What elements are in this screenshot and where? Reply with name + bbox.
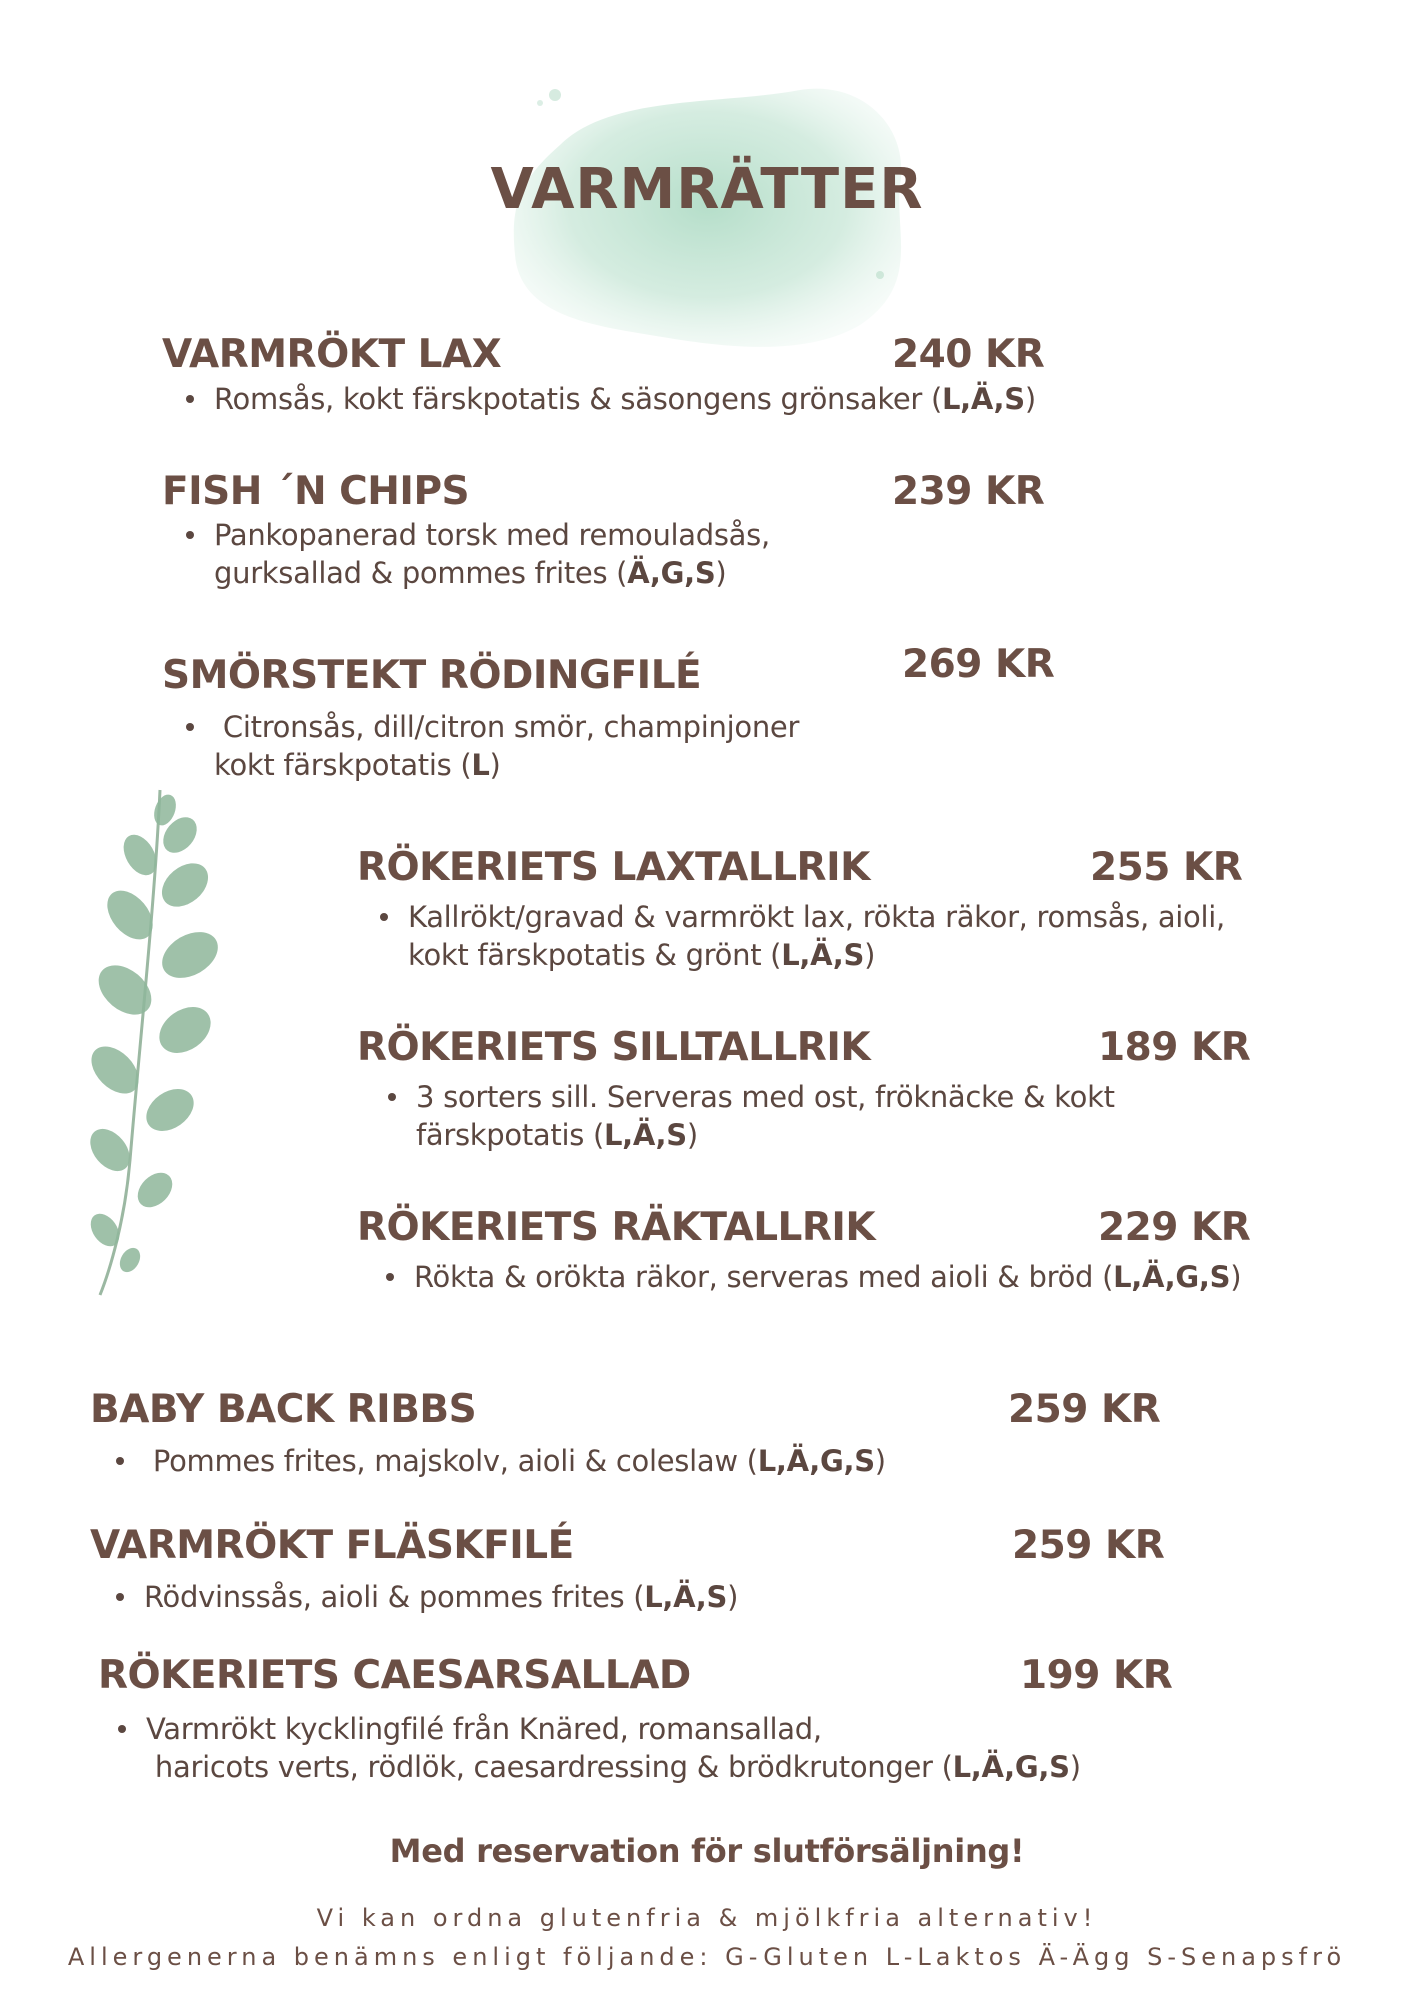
dish-price: 239 KR [892, 469, 1045, 514]
allergen-legend: Allergenerna benämns enligt följande: G-Gluten L-Laktos Ä-Ägg S-Senapsfrö [67, 1943, 1347, 1971]
dish-description-line: Kallrökt/gravad & varmrökt lax, rökta räkor, romsås, aioli, kokt färskpotatis & grönt (L,Ä,S) [374, 898, 1225, 974]
dish-description [110, 1578, 738, 1616]
page-title: VARMRÄTTER [490, 157, 924, 222]
dish-description [380, 1258, 1241, 1296]
dish-price: 189 KR [1098, 1025, 1251, 1070]
dish-description-line: Rökta & orökta räkor, serveras med aioli & bröd (L,Ä,G,S) [380, 1258, 1241, 1296]
dish-name: RÖKERIETS CAESARSALLAD [98, 1653, 691, 1698]
dish-description [180, 516, 770, 592]
dish-description-line: Rödvinssås, aioli & pommes frites (L,Ä,S) [110, 1578, 738, 1616]
dish-description [112, 1710, 1081, 1786]
dish-description-line: 3 sorters sill. Serveras med ost, fröknäcke & kokt färskpotatis (L,Ä,S) [382, 1078, 1115, 1154]
dish-name: VARMRÖKT LAX [162, 332, 502, 377]
dish-name: VARMRÖKT FLÄSKFILÉ [90, 1523, 574, 1568]
dish-description-line: Romsås, kokt färskpotatis & säsongens grönsaker (L,Ä,S) [180, 380, 1036, 418]
dish-description-line: Pommes frites, majskolv, aioli & coleslaw (L,Ä,G,S) [110, 1442, 886, 1480]
watercolor-splash-icon [500, 85, 920, 365]
dish-price: 259 KR [1008, 1387, 1161, 1432]
dish-name: RÖKERIETS SILLTALLRIK [357, 1025, 871, 1070]
dish-price: 229 KR [1098, 1205, 1251, 1250]
eucalyptus-branch-icon [70, 780, 230, 1300]
dish-price: 240 KR [892, 332, 1045, 377]
dish-description [180, 380, 1036, 418]
dish-price: 269 KR [902, 642, 1055, 687]
dish-description [110, 1442, 886, 1480]
dish-description [382, 1078, 1115, 1154]
dish-name: BABY BACK RIBBS [90, 1387, 477, 1432]
dish-name: SMÖRSTEKT RÖDINGFILÉ [162, 653, 702, 698]
dish-name: FISH ´N CHIPS [162, 469, 470, 514]
alternatives-note: Vi kan ordna glutenfria & mjölkfria alternativ! [316, 1904, 1098, 1932]
dish-description-line: Citronsås, dill/citron smör, champinjoner kokt färskpotatis (L) [180, 708, 799, 784]
dish-name: RÖKERIETS LAXTALLRIK [357, 845, 870, 890]
dish-description [374, 898, 1225, 974]
reservation-note: Med reservation för slutförsäljning! [389, 1832, 1025, 1870]
dish-description-line: Varmrökt kycklingfilé från Knäred, romansallad, haricots verts, rödlök, caesardressing & brödkrutonger (L,Ä,G,S) [112, 1710, 1081, 1786]
dish-name: RÖKERIETS RÄKTALLRIK [357, 1205, 876, 1250]
dish-price: 199 KR [1020, 1653, 1173, 1698]
dish-description-line: Pankopanerad torsk med remouladsås, gurksallad & pommes frites (Ä,G,S) [180, 516, 770, 592]
dish-description [180, 708, 799, 784]
dish-price: 259 KR [1012, 1523, 1165, 1568]
dish-price: 255 KR [1090, 845, 1243, 890]
